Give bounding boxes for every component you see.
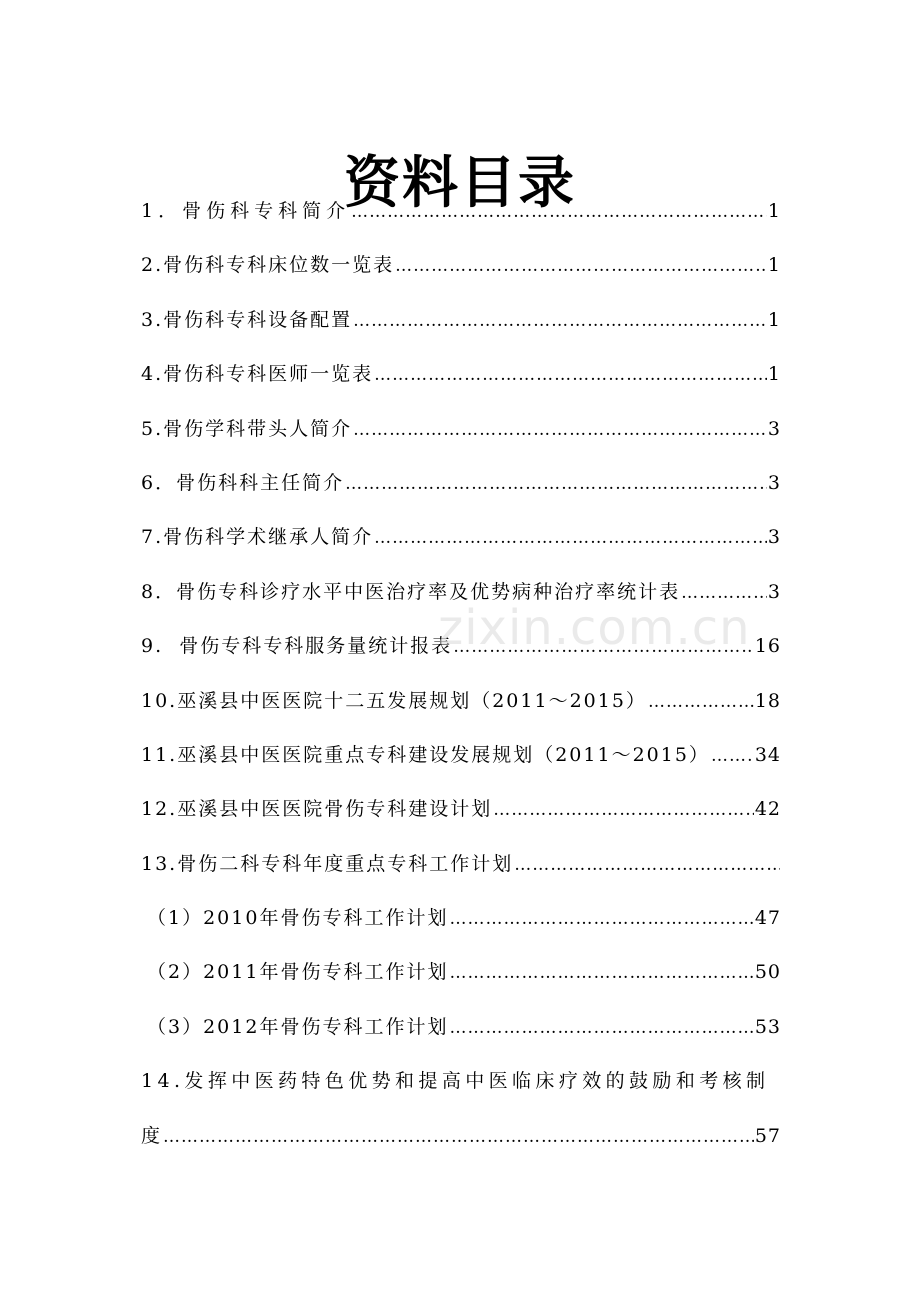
toc-entry-page: 34 <box>754 743 781 766</box>
toc-entry-label: 3.骨伤科专科设备配置 <box>141 308 353 331</box>
toc-entry <box>141 1000 781 1054</box>
toc-leader-dots <box>353 294 767 348</box>
toc-leader-dots <box>374 511 767 565</box>
toc-entry-page: 1 <box>767 200 781 222</box>
toc-leader-dots <box>648 675 754 729</box>
toc-entry <box>141 347 781 401</box>
table-of-contents <box>141 184 781 1163</box>
toc-entry-page: 1 <box>767 308 781 331</box>
toc-entry-label: （2）2011年骨伤专科工作计划 <box>147 961 449 984</box>
toc-entry <box>141 565 781 619</box>
toc-leader-dots <box>681 566 767 620</box>
toc-entry <box>141 837 781 891</box>
toc-entry-page: 1 <box>767 254 781 277</box>
toc-entry <box>141 619 781 673</box>
toc-leader-dots <box>453 620 754 674</box>
toc-entry-label: 9. 骨伤专科专科服务量统计报表 <box>141 635 453 658</box>
toc-entry-label: 13.骨伤二科专科年度重点专科工作计划 <box>141 852 514 875</box>
toc-entry-page: 3 <box>767 580 781 603</box>
toc-entry-page: 47 <box>754 907 781 930</box>
toc-leader-dots <box>351 185 767 239</box>
toc-entry-page: 1 <box>767 363 781 386</box>
toc-entry <box>141 891 781 945</box>
toc-entry <box>141 510 781 564</box>
toc-entry-page: 50 <box>754 961 781 984</box>
toc-entry-label: （3）2012年骨伤专科工作计划 <box>147 1015 449 1038</box>
toc-entry-label: （1）2010年骨伤专科工作计划 <box>147 907 449 930</box>
toc-entry-label: 1．骨伤科专科简介 <box>141 200 351 222</box>
toc-entry-label: 11.巫溪县中医医院重点专科建设发展规划（2011～2015） <box>141 743 710 766</box>
toc-entry <box>141 674 781 728</box>
toc-entry <box>141 1054 781 1108</box>
toc-entry-page: 16 <box>754 635 781 658</box>
toc-entry-page: 3 <box>767 417 781 440</box>
toc-leader-dots <box>711 729 754 783</box>
toc-entry-page: 57 <box>754 1124 781 1147</box>
toc-entry-page: 42 <box>754 798 781 821</box>
toc-entry-label: 8．骨伤专科诊疗水平中医治疗率及优势病种治疗率统计表 <box>141 580 681 603</box>
page-title: 资料目录 <box>344 150 576 216</box>
toc-entry-label: 2.骨伤科专科床位数一览表 <box>141 254 395 277</box>
toc-entry <box>141 728 781 782</box>
toc-leader-dots <box>449 1001 753 1055</box>
toc-entry-label: 5.骨伤学科带头人简介 <box>141 417 353 440</box>
toc-entry <box>141 293 781 347</box>
toc-entry-label: 4.骨伤科专科医师一览表 <box>141 363 374 386</box>
toc-entry-label: 7.骨伤科学术继承人简介 <box>141 526 374 549</box>
toc-leader-dots <box>493 783 754 837</box>
toc-entry-label: 6．骨伤科科主任简介 <box>141 471 345 494</box>
watermark: zixin.com.cn <box>438 600 751 656</box>
toc-leader-dots <box>395 239 767 293</box>
toc-leader-dots <box>449 946 753 1000</box>
toc-entry <box>141 456 781 510</box>
toc-entry-page: 18 <box>754 689 781 712</box>
toc-entry <box>141 184 781 238</box>
toc-entry <box>141 782 781 836</box>
toc-leader-dots <box>163 1110 754 1164</box>
toc-entry <box>141 1109 781 1163</box>
toc-entry-label: 12.巫溪县中医医院骨伤专科建设计划 <box>141 798 493 821</box>
toc-leader-dots <box>449 892 753 946</box>
toc-leader-dots <box>345 457 767 511</box>
toc-entry <box>141 945 781 999</box>
toc-entry-page: 3 <box>767 471 781 494</box>
toc-leader-dots <box>353 403 767 457</box>
toc-entry-page: 53 <box>754 1015 781 1038</box>
toc-entry-label: 14.发挥中医药特色优势和提高中医临床疗效的鼓励和考核制 <box>141 1070 770 1093</box>
toc-entry-page: 3 <box>767 526 781 549</box>
toc-entry-label: 度 <box>141 1124 163 1147</box>
toc-entry <box>141 238 781 292</box>
toc-entry <box>141 402 781 456</box>
toc-leader-dots <box>374 348 767 402</box>
toc-entry-label: 10.巫溪县中医医院十二五发展规划（2011～2015） <box>141 689 647 712</box>
toc-leader-dots <box>514 838 780 892</box>
